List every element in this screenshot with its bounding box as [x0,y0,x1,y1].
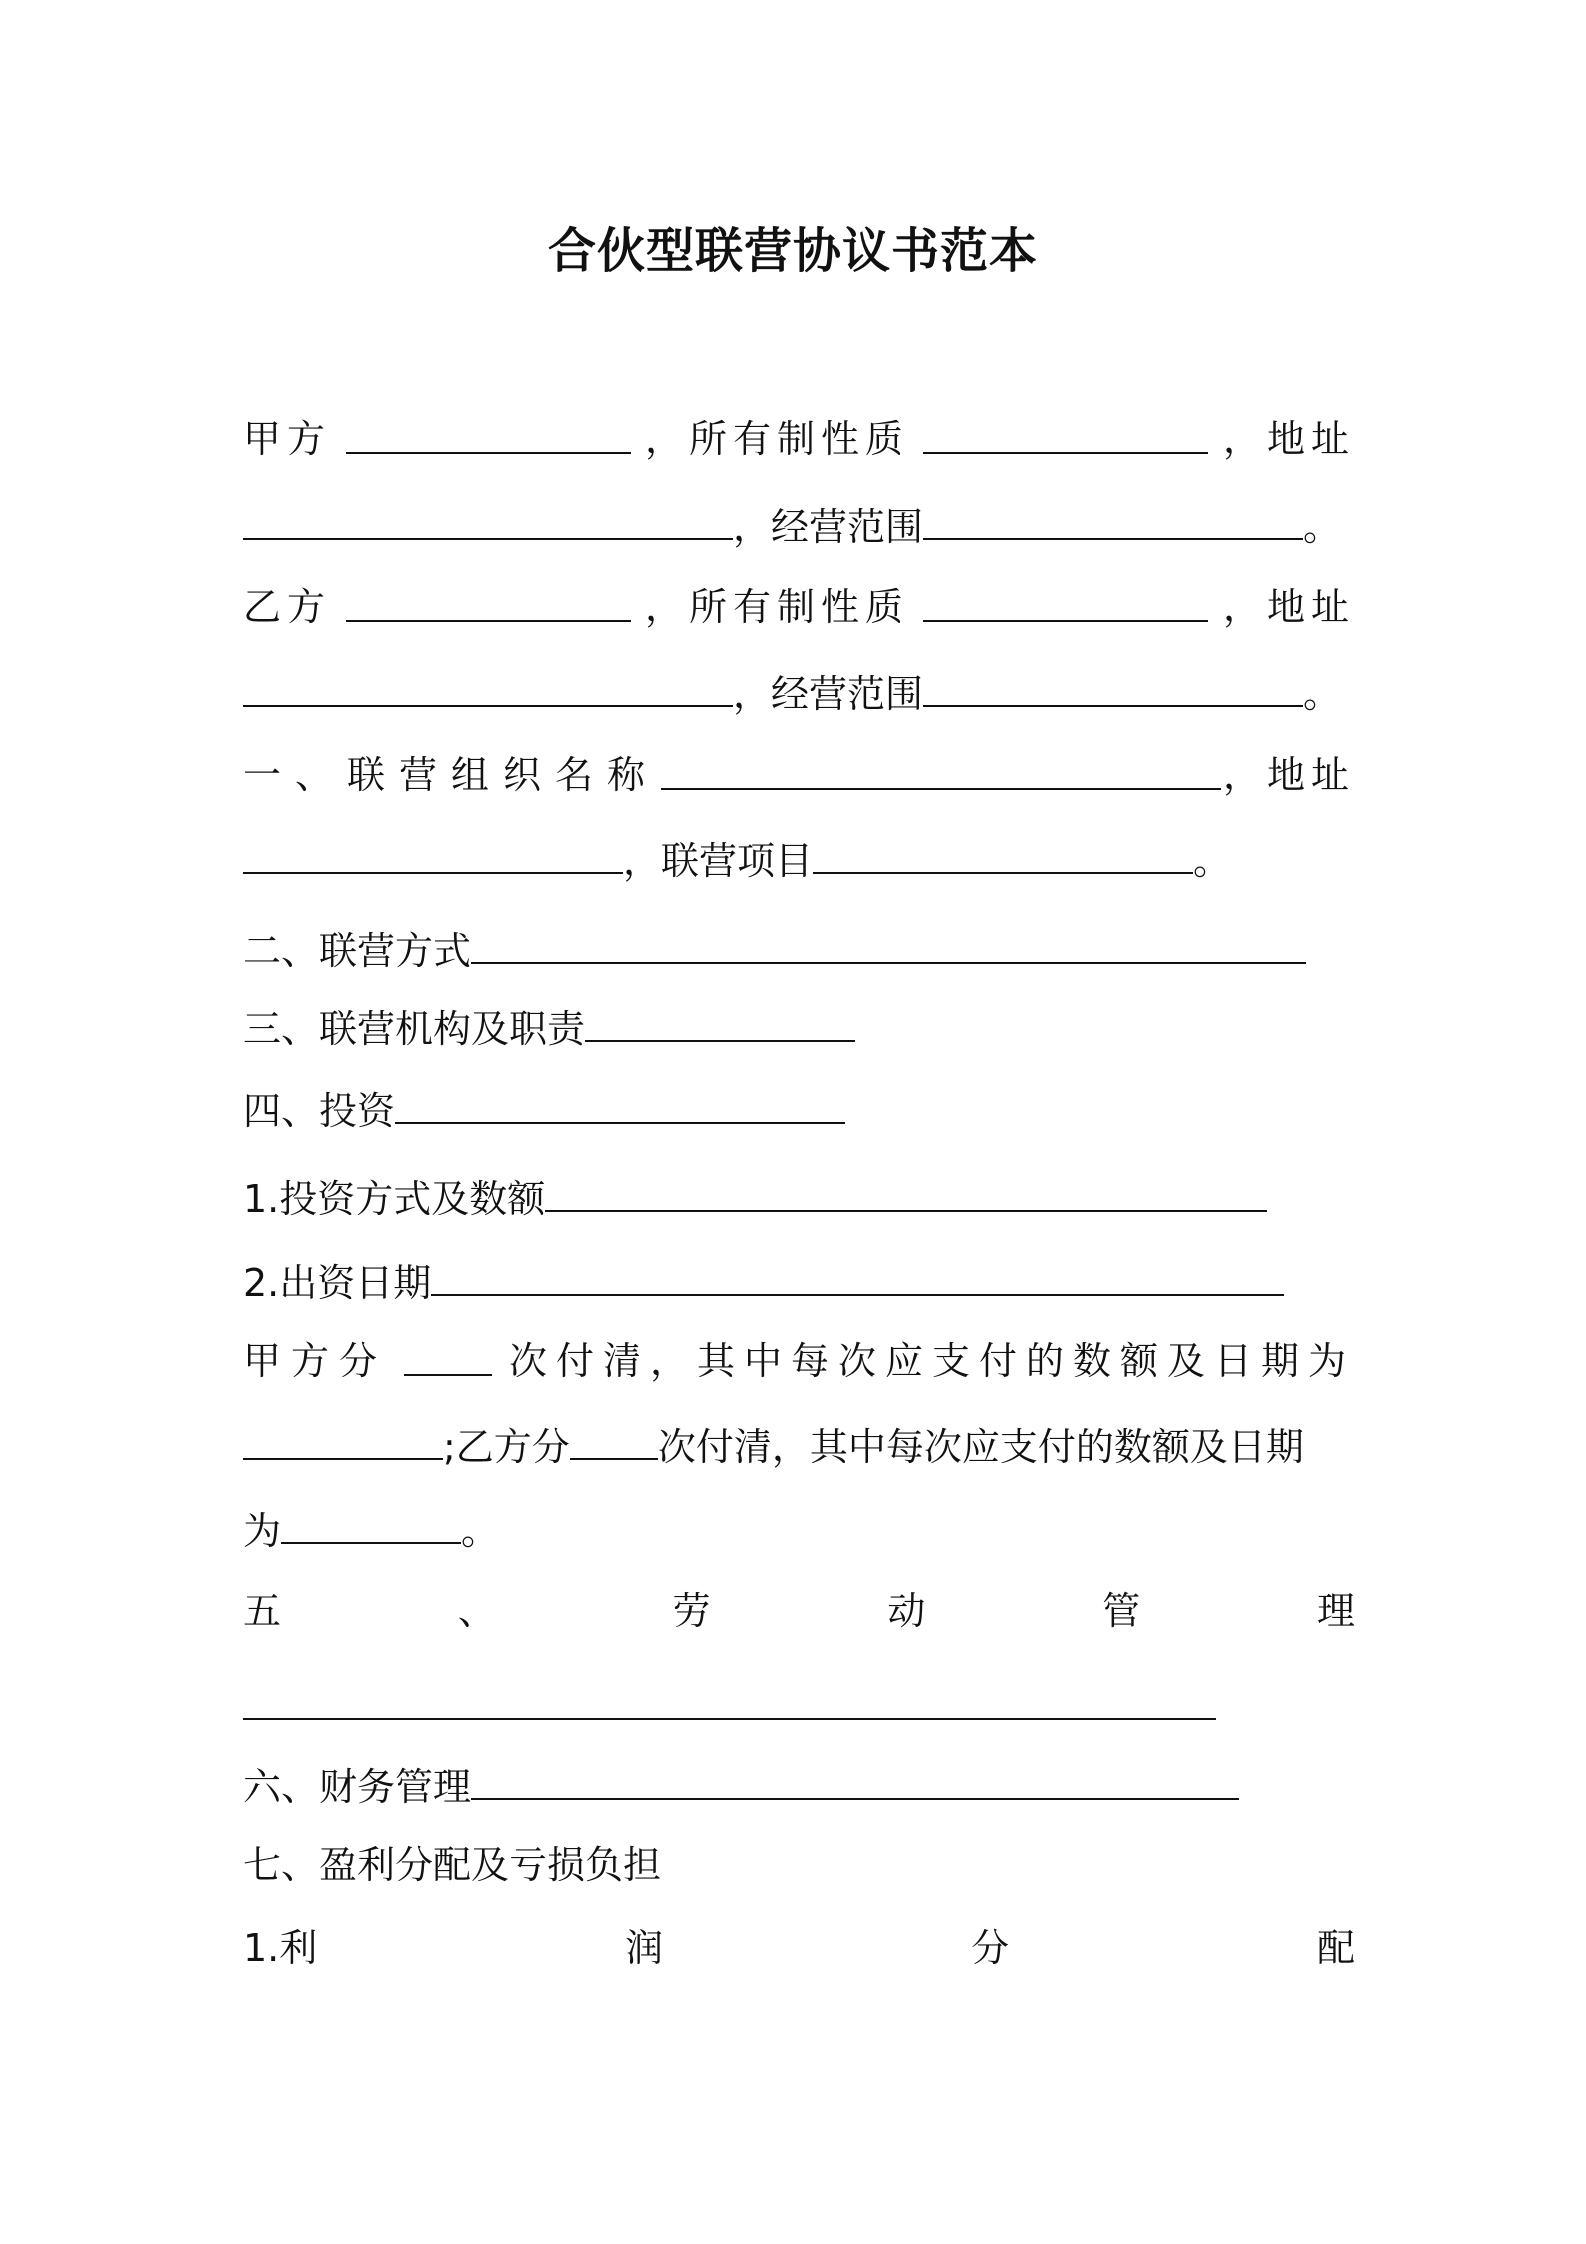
party-a-installments-blank [404,1336,492,1376]
section-1-line-1 [243,750,1355,800]
party-a-installments-label: 甲方分 [243,1339,388,1383]
business-scope-blank-b [923,667,1303,707]
party-a-line-1 [243,414,1355,464]
investment-blank [395,1084,845,1124]
joint-org-name-blank [661,750,1221,790]
section-7 [243,1840,661,1890]
section-5-char: 、 [457,1589,496,1633]
joint-project-label: ，联营项目 [623,839,814,883]
party-a-payment-blank [243,1420,443,1460]
party-b-line-2 [243,667,1341,719]
section-5-char: 理 [1316,1589,1355,1633]
business-scope-blank-a [923,500,1303,540]
profit-distribution-char: 配 [1316,1926,1355,1970]
party-a-name-blank [346,414,631,454]
profit-loss-label: 七、盈利分配及亏损负担 [243,1843,662,1887]
address-blank-a [243,500,733,540]
document-title: 合伙型联营协议书范本 [547,223,1038,279]
joint-method-blank [471,924,1306,964]
business-scope-label-a: ，经营范围 [733,505,924,549]
financial-management-label: 六、财务管理 [243,1765,472,1809]
joint-agency-label: 三、联营机构及职责 [243,1007,586,1051]
investment-method-label: 1.投资方式及数额 [243,1177,546,1221]
section-3 [243,1002,855,1054]
payment-line-3 [243,1504,499,1556]
party-a-payment-text: 次付清，其中每次应支付的数额及日期为 [508,1339,1355,1383]
party-b-payment-blank [281,1504,461,1544]
period: 。 [1193,839,1232,883]
party-a-label: 甲方 [243,417,332,461]
section-7-item-1 [243,1923,1355,1973]
joint-org-name-label: 一、联营组织名称 [243,753,660,797]
section-5-heading [243,1586,1355,1636]
joint-agency-blank [585,1002,855,1042]
party-b-label: 乙方 [243,585,332,629]
ownership-label-a: ，所有制性质 [644,417,909,461]
ownership-label-b: ，所有制性质 [644,585,909,629]
period: 。 [1303,672,1342,716]
party-a-line-2 [243,500,1341,552]
party-b-name-blank [346,582,631,622]
joint-address-label: ，地址 [1222,753,1355,797]
labor-management-blank [243,1718,1216,1720]
section-5-char: 五 [243,1589,282,1633]
address-label-a: ，地址 [1222,417,1355,461]
ownership-blank-a [923,414,1208,454]
section-4 [243,1084,845,1136]
profit-distribution-char: 润 [625,1926,664,1970]
section-5-char: 管 [1102,1589,1141,1633]
period: 。 [1303,505,1342,549]
investment-method-blank [545,1172,1267,1212]
party-b-line-1 [243,582,1355,632]
investment-label: 四、投资 [243,1089,396,1133]
section-2 [243,924,1306,976]
payment-line-2 [243,1420,1304,1472]
payment-line-1 [243,1336,1355,1386]
business-scope-label-b: ，经营范围 [733,672,924,716]
financial-management-blank [471,1760,1239,1800]
section-6 [243,1760,1239,1812]
period: 。 [461,1509,500,1553]
section-4-item-2 [243,1256,1284,1308]
party-b-installments-blank [570,1420,658,1460]
section-5-char: 劳 [672,1589,711,1633]
ownership-blank-b [923,582,1208,622]
contribution-date-label: 2.出资日期 [243,1261,432,1305]
joint-method-label: 二、联营方式 [243,929,472,973]
address-blank-b [243,667,733,707]
payment-as-label: 为 [243,1509,282,1553]
party-b-payment-text: 次付清，其中每次应支付的数额及日期 [657,1425,1304,1469]
section-4-item-1 [243,1172,1267,1224]
section-1-line-2 [243,834,1231,886]
contribution-date-blank [431,1256,1284,1296]
party-b-installments-label: ;乙方分 [443,1425,570,1469]
section-5-char: 动 [887,1589,926,1633]
profit-distribution-char: 1.利 [243,1926,318,1970]
joint-address-blank [243,834,623,874]
address-label-b: ，地址 [1222,585,1355,629]
joint-project-blank [813,834,1193,874]
profit-distribution-char: 分 [971,1926,1010,1970]
